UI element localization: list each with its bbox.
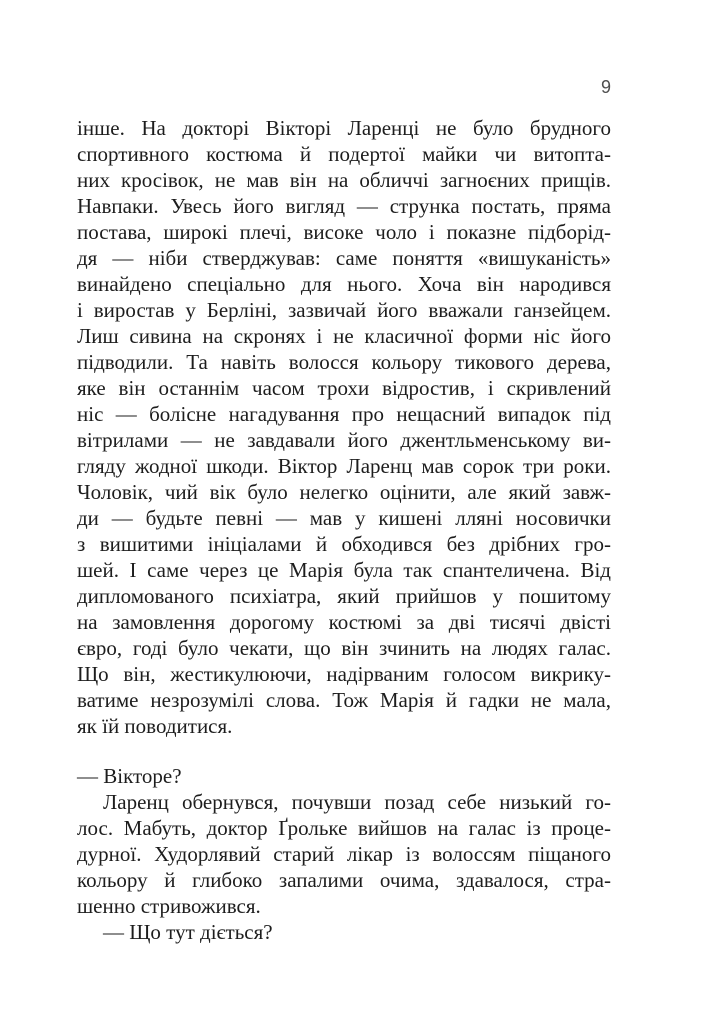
text-line: постава, широкі плечі, високе чоло і показне підборід- — [77, 220, 611, 244]
text-block — [77, 115, 611, 945]
text-line: Ларенц обернувся, почувши позад себе низький го- — [103, 790, 611, 814]
text-line: спортивного костюма й подертої майки чи витопта- — [77, 142, 611, 166]
text-line: з вишитими ініціалами й обходився без дрібних гро- — [77, 532, 611, 556]
text-line: на замовлення дорогому костюмі за дві тисячі двісті — [77, 610, 611, 634]
text-line: вітрилами — не завдавали його джентльменському ви- — [77, 428, 611, 452]
text-line: євро, годі було чекати, що він зчинить на людях галас. — [77, 636, 611, 660]
text-line: Чоловік, чий вік було нелегко оцінити, але який завж- — [77, 480, 611, 504]
text-line: Навпаки. Увесь його вигляд — струнка постать, пряма — [77, 194, 611, 218]
text-line: них кросівок, не мав він на обличчі загноєних прищів. — [77, 168, 611, 192]
text-line: винайдено спеціально для нього. Хоча він народився — [77, 272, 611, 296]
paragraph-larenz-turned — [77, 789, 611, 919]
text-line: дурної. Худорлявий старий лікар із волоссям піщаного — [77, 842, 611, 866]
text-line: ди — будьте певні — мав у кишені лляні носовички — [77, 506, 611, 530]
text-line: і виростав у Берліні, зазвичай його вважали ганзейцем. — [77, 298, 611, 322]
text-line: шенно стривожився. — [77, 894, 261, 918]
text-line: шей. І саме через це Марія була так спантеличена. Від — [77, 558, 611, 582]
text-line: Що він, жестикулюючи, надірваним голосом викрику- — [77, 662, 611, 686]
dialogue-viktore — [77, 763, 611, 789]
text-line: гляду жодної шкоди. Віктор Ларенц мав сорок три роки. — [77, 454, 611, 478]
text-line: лос. Мабуть, доктор Ґрольке вийшов на галас із проце- — [77, 816, 611, 840]
dialogue-what-is-going-on — [77, 919, 611, 945]
text-line: як їй поводитися. — [77, 714, 233, 738]
text-line: — Вікторе? — [77, 764, 182, 788]
text-line: яке він останнім часом трохи відростив, і скривлений — [77, 376, 611, 400]
text-line: дя — ніби стверджував: саме поняття «вишуканість» — [77, 246, 611, 270]
text-line: Лиш сивина на скронях і не класичної форми ніс його — [77, 324, 611, 348]
page-number: 9 — [600, 77, 611, 97]
text-line: ватиме незрозумілі слова. Тож Марія й гадки не мала, — [77, 688, 611, 712]
text-line: — Що тут діється? — [103, 920, 273, 944]
text-line: кольору й глибоко запалими очима, здавалося, стра- — [77, 868, 611, 892]
text-line: дипломованого психіатра, який прийшов у пошитому — [77, 584, 611, 608]
text-line: підводили. Та навіть волосся кольору тикового дерева, — [77, 350, 611, 374]
text-line: ніс — болісне нагадування про нещасний випадок під — [77, 402, 611, 426]
text-line: інше. На докторі Вікторі Ларенці не було брудного — [77, 116, 611, 140]
paragraph-continuation — [77, 115, 611, 739]
